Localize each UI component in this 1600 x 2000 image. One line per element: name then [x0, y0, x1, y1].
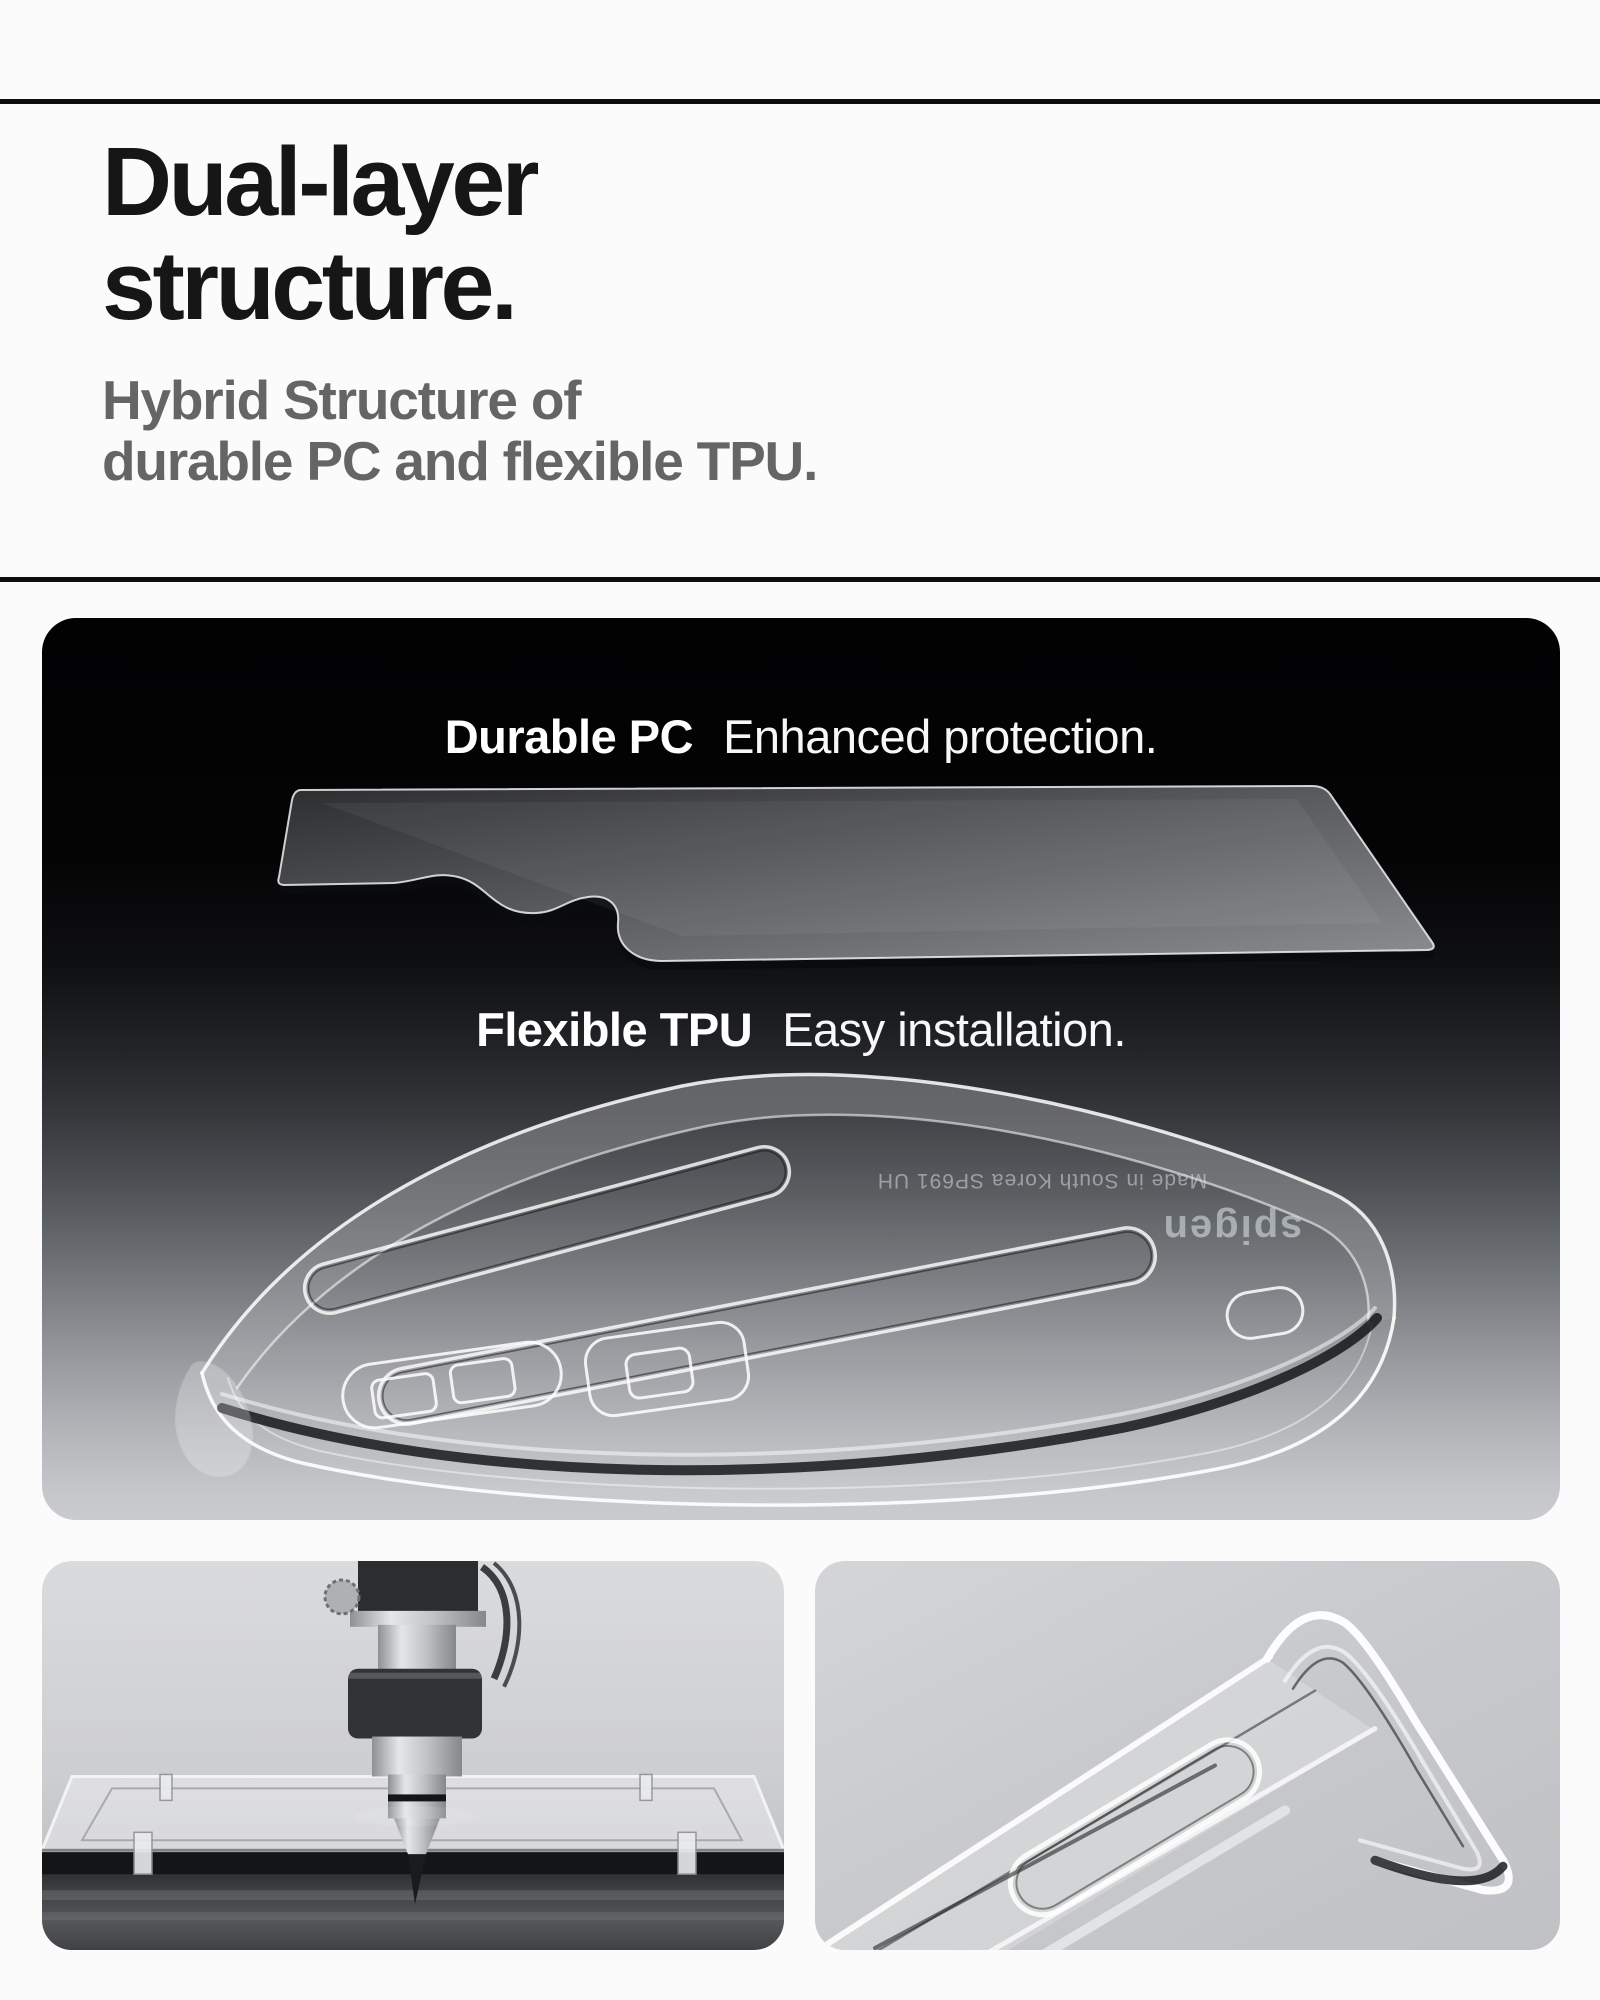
page-subtitle-line1: Hybrid Structure of	[102, 369, 581, 431]
top-divider-rule	[0, 99, 1600, 104]
pc-plate-illustration	[278, 786, 1434, 970]
flexible-tpu-label	[42, 1005, 1560, 1055]
hero-section	[102, 127, 818, 492]
tpu-corner-illustration	[815, 1561, 1560, 1950]
page-title-line2: structure.	[102, 231, 515, 340]
gallery-card-tpu-corner	[815, 1561, 1560, 1950]
durable-pc-label-rest: Enhanced protection.	[723, 710, 1158, 763]
tpu-case-illustration	[176, 1075, 1394, 1506]
flexible-tpu-label-rest: Easy installation.	[782, 1003, 1126, 1056]
page-title	[102, 127, 817, 340]
durable-pc-label	[42, 712, 1560, 762]
durable-pc-label-bold: Durable PC	[444, 710, 694, 763]
page-subtitle-line2: durable PC and flexible TPU.	[102, 430, 818, 492]
case-engraving-text: Made in South Korea SP691 UH	[876, 1169, 1208, 1192]
feature-panel	[42, 618, 1560, 1520]
spigen-logo-text: spigen	[1161, 1207, 1303, 1251]
page-title-line1: Dual-layer	[102, 127, 537, 236]
cnc-machine-illustration	[42, 1561, 784, 1950]
section-divider-rule	[0, 577, 1600, 582]
flexible-tpu-label-bold: Flexible TPU	[476, 1003, 753, 1056]
page-subtitle	[102, 370, 817, 492]
gallery-card-cnc	[42, 1561, 784, 1950]
